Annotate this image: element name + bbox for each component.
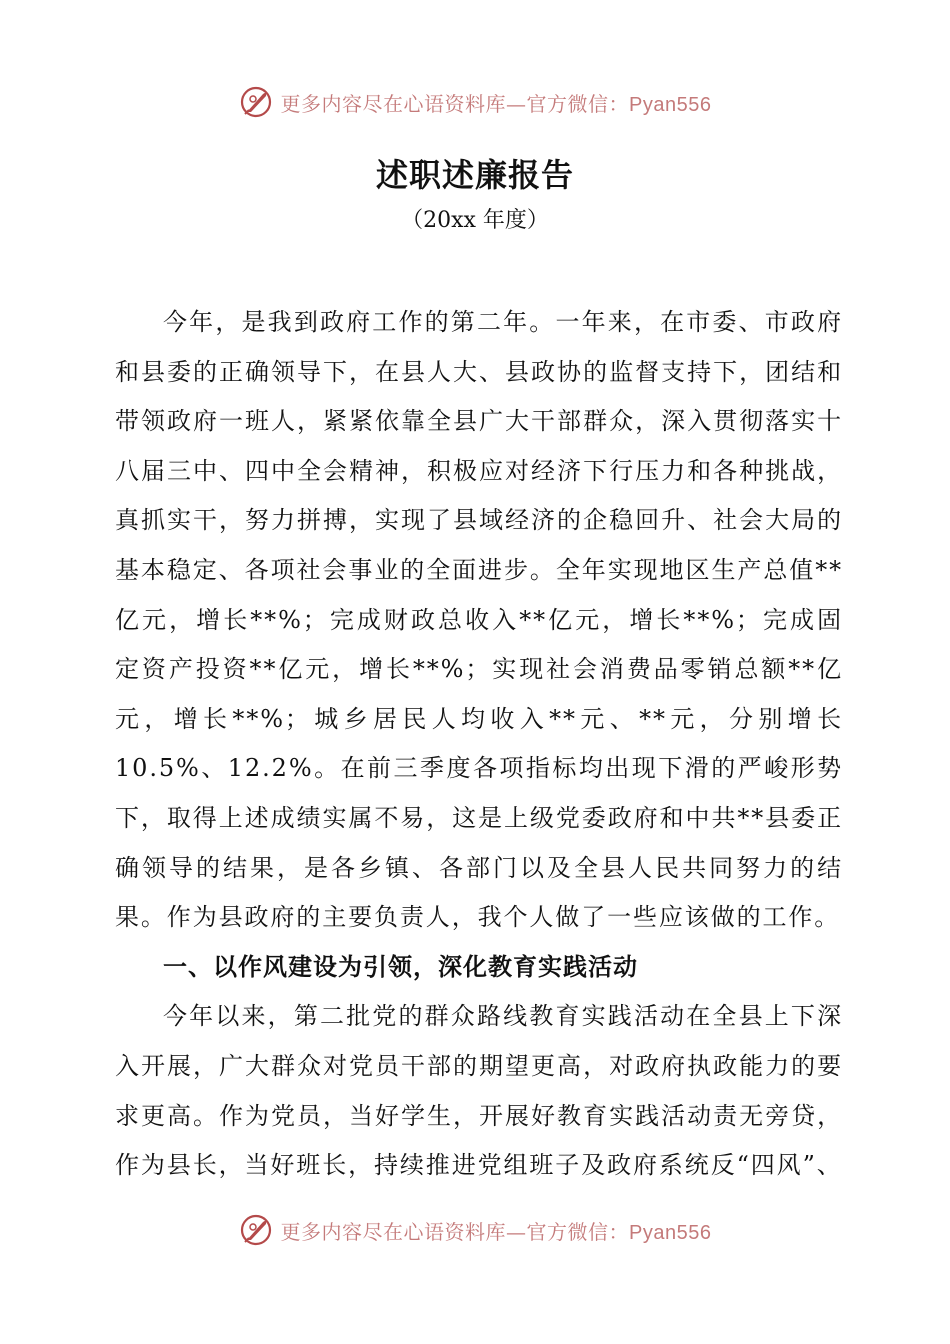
paragraph: 今年，是我到政府工作的第二年。一年来，在市委、市政府和县委的正确领导下，在县人大、县政协的监督支持下，团结和带领政府一班人，紧紧依靠全县广大干部群众，深入贯彻落实十八届三中、四中全会精神，积极应对经济下行压力和各种挑战，真抓实干，努力拼搏，实现了县域经济的企稳回升、社会大局的基本稳定、各项社会事业的全面进步。全年实现地区生产总值**亿元，增长**%；完成财政总收入**亿元，增长**%；完成固定资产投资**亿元，增长**%；实现社会消费品零销总额**亿元，增长**%；城乡居民人均收入**元、**元，分别增长 10.5%、12.2%。在前三季度各项指标均出现下滑的严峻形势下，取得上述成绩实属不易，这是上级党委政府和中共**县委正确领导的结果，是各乡镇、各部门以及全县人民共同努力的结果。作为县政府的主要负责人，我个人做了一些应该做的工作。 [115, 308, 843, 932]
watermark-text-cn: 更多内容尽在心语资料库—官方微信： [280, 91, 630, 116]
header-watermark [0, 82, 950, 122]
paragraph: 今年以来，第二批党的群众路线教育实践活动在全县上下深入开展，广大群众对党员干部的期望更高，对政府执政能力的要求更高。作为党员，当好学生，开展好教育实践活动责无旁贷，作为县长，当好班长，持续推进党组班子及政府系统反“四风”、 [115, 1002, 843, 1180]
watermark-text-latin: Pyan556 [629, 93, 712, 116]
document-body [115, 298, 843, 1191]
watermark-text-latin: Pyan556 [629, 1221, 712, 1244]
section-heading: 一、以作风建设为引领，深化教育实践活动 [163, 952, 638, 981]
watermark-text-cn: 更多内容尽在心语资料库—官方微信： [280, 1219, 630, 1244]
quill-logo-icon [239, 1213, 273, 1247]
watermark-text [281, 1216, 712, 1245]
document-subtitle: （20xx 年度） [401, 208, 549, 233]
document-title: 述职述廉报告 [375, 156, 574, 194]
watermark-text [281, 88, 712, 117]
quill-logo-icon [239, 85, 273, 119]
footer-watermark [0, 1210, 950, 1250]
